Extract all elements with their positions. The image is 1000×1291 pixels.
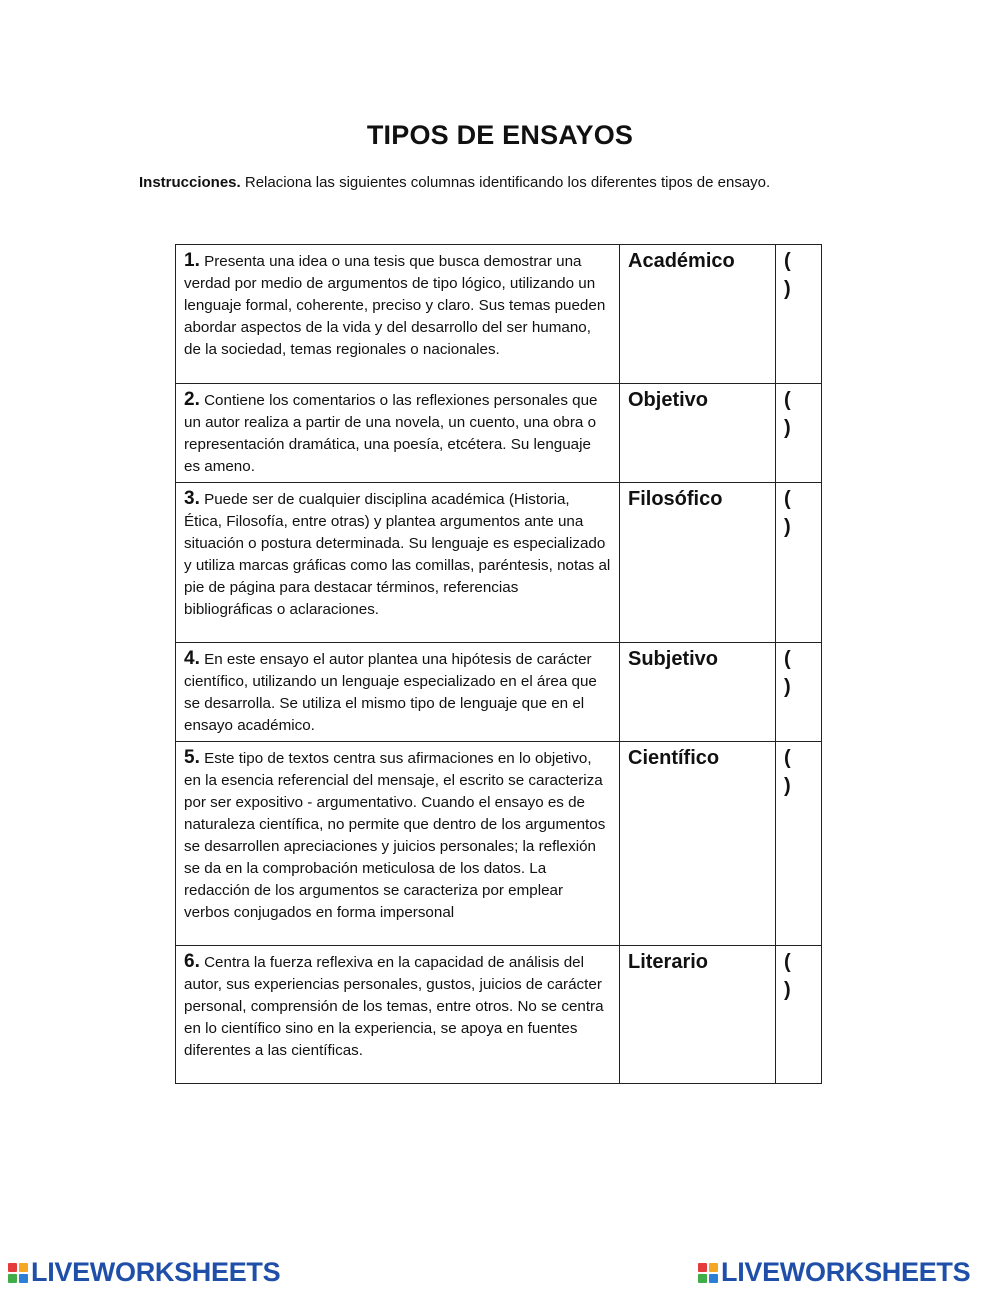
essay-type: Filosófico [620, 483, 776, 643]
close-paren: ) [784, 278, 791, 300]
matching-table [175, 244, 822, 1084]
page-title: TIPOS DE ENSAYOS [366, 120, 634, 150]
answer-box[interactable] [776, 384, 822, 483]
description-cell [176, 643, 620, 742]
open-paren: ( [784, 250, 791, 272]
open-paren: ( [784, 488, 791, 510]
close-paren: ) [784, 979, 791, 1001]
description-cell [176, 245, 620, 384]
essay-type: Académico [620, 245, 776, 384]
table-row [176, 946, 822, 1084]
item-text: Puede ser de cualquier disciplina académica (Historia, Ética, Filosofía, entre otras) y plantea argumentos ante una situación o postura determinada. Su lenguaje es especializado y utiliza marcas gráficas como las comillas, paréntesis, notas al pie de página para destacar términos, referencias bibliográficas o aclaraciones. [184, 491, 611, 618]
description-cell [176, 384, 620, 483]
instructions-text: Relaciona las siguientes columnas identificando los diferentes tipos de ensayo. [240, 174, 771, 191]
item-text: Este tipo de textos centra sus afirmaciones en lo objetivo, en la esencia referencial del mensaje, el escrito se caracteriza por ser expositivo - argumentativo. Cuando el ensayo es de naturaleza científica, no permite que dentro de los argumentos se desarrollen apreciaciones y juicios personales; la reflexión se da en la comprobación meticulosa de los datos. La redacción de los argumentos se caracteriza por emplear verbos conjugados en forma impersonal [184, 750, 606, 921]
logo-text: LIVEWORKSHEETS [721, 1257, 971, 1287]
instructions [139, 174, 770, 191]
description-cell [176, 742, 620, 946]
answer-box[interactable] [776, 946, 822, 1084]
liveworksheets-icon [8, 1263, 28, 1283]
item-number: 5. [184, 747, 200, 768]
table-row [176, 742, 822, 946]
liveworksheets-icon [698, 1263, 718, 1283]
answer-box[interactable] [776, 643, 822, 742]
essay-type: Objetivo [620, 384, 776, 483]
answer-box[interactable] [776, 245, 822, 384]
table-row [176, 245, 822, 384]
description-cell [176, 946, 620, 1084]
item-text: Presenta una idea o una tesis que busca demostrar una verdad por medio de argumentos de tipo lógico, utilizando un lenguaje formal, coherente, preciso y claro. Sus temas pueden abordar aspectos de la vida y del desarrollo del ser humano, de la sociedad, temas regionales o nacionales. [184, 253, 606, 358]
logo-text: LIVEWORKSHEETS [31, 1257, 281, 1287]
description-cell [176, 483, 620, 643]
liveworksheets-logo-right [698, 1257, 970, 1288]
open-paren: ( [784, 389, 791, 411]
item-text: En este ensayo el autor plantea una hipótesis de carácter científico, utilizando un lenguaje especializado en el área que se desarrolla. Se utiliza el mismo tipo de lenguaje que en el ensayo académico. [184, 651, 597, 734]
table-row [176, 643, 822, 742]
item-text: Contiene los comentarios o las reflexiones personales que un autor realiza a partir de una novela, un cuento, una obra o representación dramática, una poesía, etcétera. Su lenguaje es ameno. [184, 392, 598, 475]
instructions-label: Instrucciones. [139, 174, 241, 191]
item-text: Centra la fuerza reflexiva en la capacidad de análisis del autor, sus experiencias personales, gustos, juicios de carácter personal, comprensión de los temas, entre otros. No se centra en lo científico sino en la experiencia, se apoya en fuentes diferentes a las científicas. [184, 954, 604, 1059]
item-number: 3. [184, 488, 200, 509]
answer-box[interactable] [776, 483, 822, 643]
liveworksheets-logo-left [8, 1257, 280, 1288]
item-number: 6. [184, 951, 200, 972]
table-row [176, 384, 822, 483]
answer-box[interactable] [776, 742, 822, 946]
essay-type: Científico [620, 742, 776, 946]
close-paren: ) [784, 775, 791, 797]
open-paren: ( [784, 747, 791, 769]
open-paren: ( [784, 648, 791, 670]
close-paren: ) [784, 676, 791, 698]
item-number: 4. [184, 648, 200, 669]
close-paren: ) [784, 417, 791, 439]
table-row [176, 483, 822, 643]
item-number: 1. [184, 250, 200, 271]
essay-type: Subjetivo [620, 643, 776, 742]
essay-type: Literario [620, 946, 776, 1084]
close-paren: ) [784, 516, 791, 538]
open-paren: ( [784, 951, 791, 973]
item-number: 2. [184, 389, 200, 410]
